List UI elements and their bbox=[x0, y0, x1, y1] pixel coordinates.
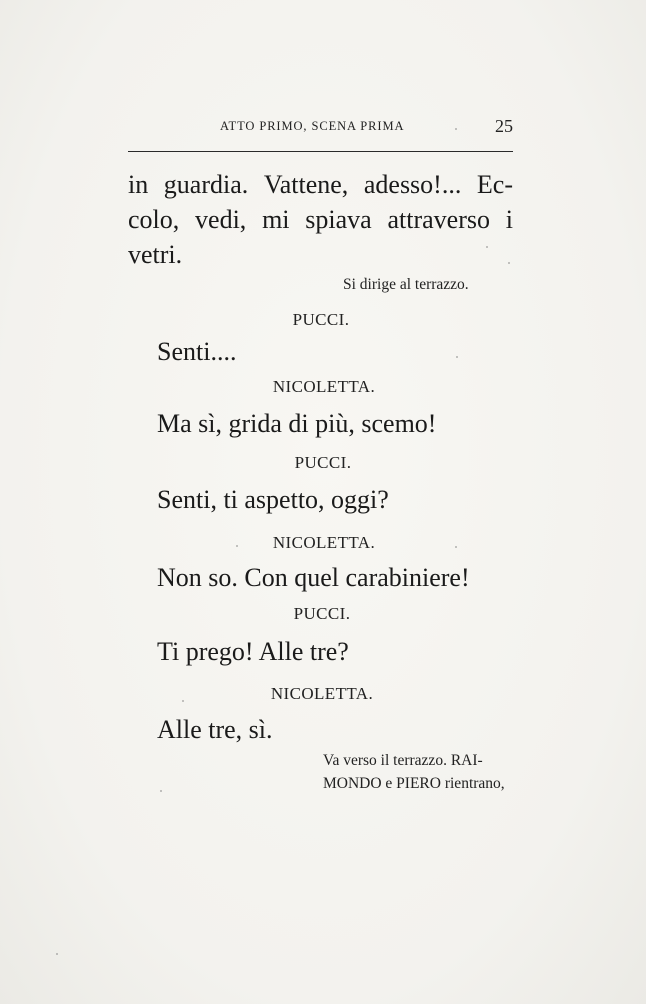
speaker-name: PUCCI. bbox=[292, 310, 350, 329]
scan-speck bbox=[455, 128, 457, 130]
dialogue-line: Non so. Con quel carabiniere! bbox=[157, 563, 470, 592]
dialogue-line: Senti, ti aspetto, oggi? bbox=[157, 485, 389, 514]
verse-line-1 bbox=[128, 170, 513, 200]
scan-speck bbox=[486, 246, 488, 248]
stage-direction: MONDO e PIERO rientrano, bbox=[323, 775, 505, 792]
running-title: ATTO PRIMO, SCENA PRIMA bbox=[220, 119, 405, 133]
word: adesso!... bbox=[363, 170, 462, 199]
header-rule bbox=[128, 151, 513, 152]
word: mi bbox=[262, 205, 290, 234]
word: i bbox=[505, 205, 513, 234]
speaker-name: NICOLETTA. bbox=[272, 377, 376, 396]
scan-speck bbox=[456, 356, 458, 358]
dialogue-line: Alle tre, sì. bbox=[157, 715, 273, 744]
scan-speck bbox=[508, 262, 510, 264]
stage-direction: Si dirige al terrazzo. bbox=[343, 276, 469, 293]
verse-line-2 bbox=[128, 205, 513, 235]
scan-speck bbox=[160, 790, 162, 792]
verse-line-3: vetri. bbox=[128, 240, 183, 269]
dialogue-line: Ti prego! Alle tre? bbox=[157, 637, 349, 666]
word: spiava bbox=[305, 205, 372, 234]
word: Ec- bbox=[476, 170, 513, 199]
scan-speck bbox=[182, 700, 184, 702]
word: colo, bbox=[128, 205, 180, 234]
dialogue-line: Ma sì, grida di più, scemo! bbox=[157, 409, 437, 438]
page-number: 25 bbox=[495, 116, 513, 136]
scan-speck bbox=[236, 545, 238, 547]
stage-direction: Va verso il terrazzo. RAI- bbox=[323, 752, 483, 769]
speaker-name: NICOLETTA. bbox=[270, 684, 374, 703]
scan-speck bbox=[455, 546, 457, 548]
scan-speck bbox=[56, 953, 58, 955]
speaker-name: NICOLETTA. bbox=[272, 533, 376, 552]
word: in bbox=[128, 170, 149, 199]
speaker-name: PUCCI. bbox=[294, 453, 352, 472]
word: guardia. bbox=[163, 170, 249, 199]
word: attraverso bbox=[387, 205, 490, 234]
dialogue-line: Senti.... bbox=[157, 337, 237, 366]
page-header bbox=[128, 116, 513, 138]
word: vedi, bbox=[195, 205, 247, 234]
word: Vattene, bbox=[263, 170, 349, 199]
speaker-name: PUCCI. bbox=[293, 604, 351, 623]
